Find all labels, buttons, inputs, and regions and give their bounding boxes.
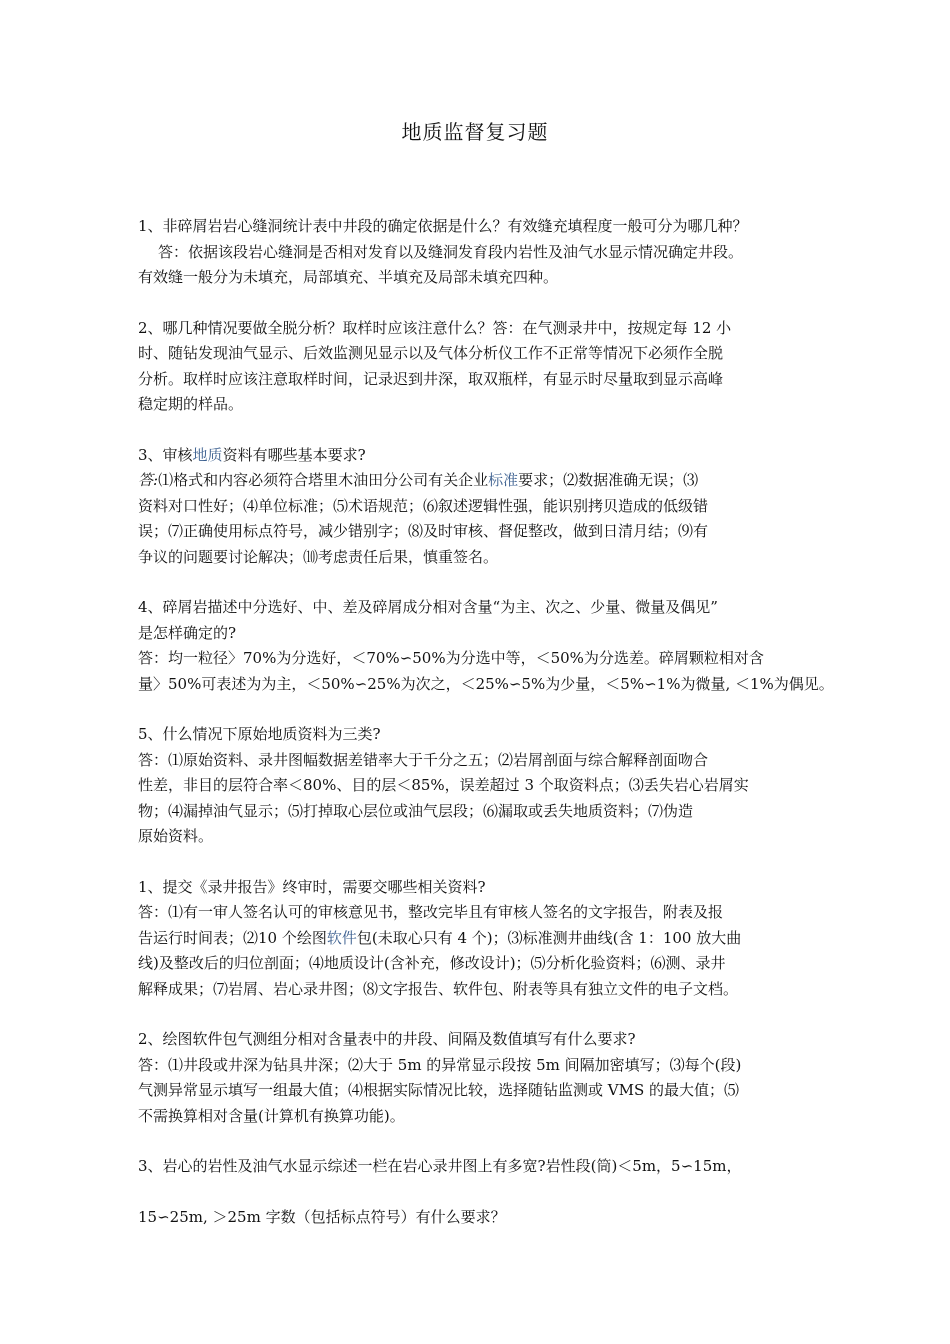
text-line: 误；⑺正确使用标点符号，减少错别字；⑻及时审核、督促整改，做到日清月结；⑼有 <box>138 522 709 540</box>
text-line: 线)及整改后的归位剖面；⑷地质设计(含补充，修改设计)；⑸分析化验资料；⑹测、录井 <box>138 954 726 972</box>
link-geology[interactable]: 地质 <box>192 445 223 464</box>
page-title: 地质监督复习题 <box>401 120 549 144</box>
text-line: 有效缝一般分为未填充，局部填充、半填充及局部未填充四种。 <box>138 268 559 286</box>
text-line: 稳定期的样品。 <box>138 395 244 413</box>
text-line <box>138 443 828 469</box>
text-line: 时、随钻发现油气显示、后效监测见显示以及气体分析仪工作不正常等情况下必须作全脱 <box>138 344 724 362</box>
text-line: 1、非碎屑岩岩心缝洞统计表中井段的确定依据是什么？有效缝充填程度一般可分为哪几种？ <box>138 217 748 235</box>
text-line: 答：⑴有一审人签名认可的审核意见书，整改完毕且有审核人签名的文字报告，附表及报 <box>138 903 724 921</box>
text-line: 答：依据该段岩心缝洞是否相对发育以及缝洞发育段内岩性及油气水显示情况确定井段。 <box>158 242 744 261</box>
text-line: 15∽25m, ＞25m 字数（包括标点符号）有什么要求？ <box>138 1207 506 1226</box>
question-block-5 <box>138 722 828 850</box>
text-segment: 资料有哪些基本要求? <box>222 445 366 464</box>
question-block-3 <box>138 443 828 571</box>
question-block-8 <box>138 1154 828 1180</box>
text-segment: ⑴格式和内容必须符合塔里木油田分公司有关企业 <box>158 471 489 489</box>
text-line: 是怎样确定的? <box>138 623 237 642</box>
text-line: 资料对口性好；⑷单位标准；⑸术语规范；⑹叙述逻辑性强，能识别拷贝造成的低级错 <box>138 496 709 515</box>
text-line: 1、提交《录井报告》终审时，需要交哪些相关资料? <box>138 877 486 896</box>
link-software[interactable]: 软件 <box>326 928 357 947</box>
text-line: 4、碎屑岩描述中分选好、中、差及碎屑成分相对含量“为主、次之、少量、微量及偶见” <box>138 598 718 616</box>
link-standard[interactable]: 标准 <box>488 471 519 489</box>
text-line: 气测异常显示填写一组最大值；⑷根据实际情况比较，选择随钻监测或 VMS 的最大值；⑸ <box>138 1081 740 1099</box>
text-line: 2、绘图软件包气测组分相对含量表中的井段、间隔及数值填写有什么要求? <box>138 1030 636 1048</box>
text-line: 性差，非目的层符合率＜80%、目的层＜85%，误差超过 3 个取资料点；⑶丢失岩心岩屑实 <box>138 776 749 794</box>
question-block-2 <box>138 316 828 418</box>
text-line: 原始资料。 <box>138 827 214 845</box>
text-segment: 包(未取心只有 4 个)；⑶标准测井曲线(含 1：100 放大曲 <box>356 928 742 947</box>
text-segment: 告运行时间表；⑵10 个绘图 <box>138 928 327 947</box>
text-segment: 要求；⑵数据准确无误；⑶ <box>518 471 699 489</box>
question-block-9 <box>138 1205 828 1231</box>
text-segment: 3、审核 <box>138 445 193 464</box>
text-line: 5、什么情况下原始地质资料为三类? <box>138 725 381 743</box>
text-line <box>138 468 828 494</box>
text-line: 量〉50%可表述为为主，＜50%∽25%为次之，＜25%∽5%为少量，＜5%∽1%为微量, ＜1%为偶见。 <box>138 674 834 693</box>
question-block-6 <box>138 875 828 1003</box>
text-line: 不需换算相对含量(计算机有换算功能)。 <box>138 1106 405 1125</box>
text-line: 分析。取样时应该注意取样时间，记录迟到井深，取双瓶样，有显示时尽量取到显示高峰 <box>138 369 724 388</box>
question-block-7 <box>138 1027 828 1129</box>
text-line: 解释成果；⑺岩屑、岩心录井图；⑻文字报告、软件包、附表等具有独立文件的电子文档。 <box>138 979 739 998</box>
text-line: 2、哪几种情况要做全脱分析？取样时应该注意什么？答：在气测录井中，按规定每 12 小 <box>138 318 732 337</box>
text-line: 3、岩心的岩性及油气水显示综述一栏在岩心录井图上有多宽?岩性段(筒)＜5m，5∽15m， <box>138 1157 742 1175</box>
question-block-1 <box>138 214 828 291</box>
text-line: 答：均一粒径〉70%为分选好，＜70%∽50%为分选中等，＜50%为分选差。碎屑颗粒相对含 <box>138 649 764 667</box>
text-line: 答：⑴原始资料、录井图幅数据差错率大于千分之五；⑵岩屑剖面与综合解释剖面吻合 <box>138 750 709 769</box>
text-line <box>138 926 828 952</box>
question-block-4 <box>138 595 834 697</box>
answer-label: 答: <box>138 471 159 489</box>
text-line: 争议的问题要讨论解决；⑽考虑责任后果，慎重签名。 <box>138 547 499 566</box>
document-body <box>138 214 834 1255</box>
text-line: 物；⑷漏掉油气显示；⑸打掉取心层位或油气层段；⑹漏取或丢失地质资料；⑺伪造 <box>138 801 694 820</box>
text-line: 答：⑴井段或井深为钻具井深；⑵大于 5m 的异常显示段按 5m 间隔加密填写；⑶每个(段) <box>138 1055 742 1074</box>
